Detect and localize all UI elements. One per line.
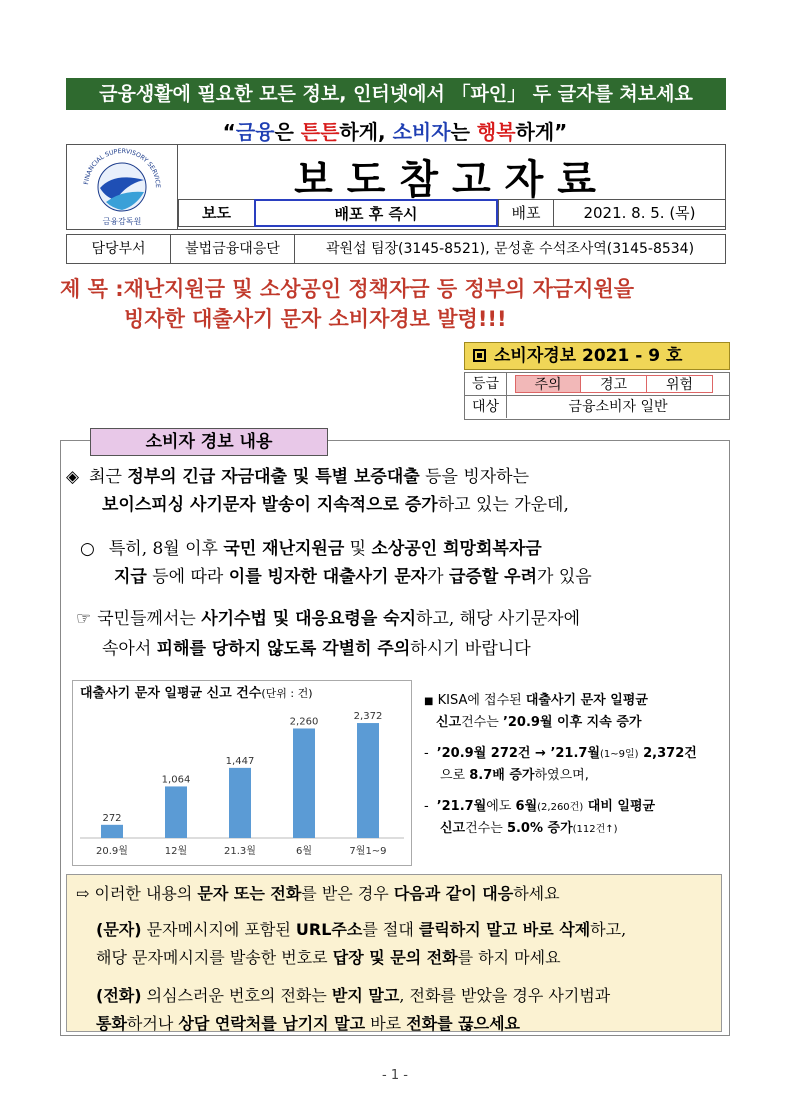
slogan-quote-open: “ xyxy=(222,120,236,144)
chart-bar xyxy=(229,768,251,838)
note-emph: 5.0% 증가 xyxy=(506,821,573,836)
para3-text: 국민들께서는 xyxy=(97,609,202,629)
page-number: - 1 - xyxy=(382,1068,408,1083)
para2-emph: 국민 재난지원금 xyxy=(223,539,345,559)
grade-level-warning: 경고 xyxy=(581,375,647,393)
para2-emph: 이를 빙자한 대출사기 문자 xyxy=(228,567,428,587)
para1-emph: 보이스피싱 사기문자 발송이 지속적으로 증가 xyxy=(102,495,438,515)
slogan xyxy=(0,116,790,145)
guide-text: 를 절대 xyxy=(362,920,419,939)
chart-bar xyxy=(357,723,379,838)
note-emph: ’20.9월 이후 지속 증가 xyxy=(502,715,642,730)
note1-line2 xyxy=(424,712,724,733)
guide-emph: 받지 말고 xyxy=(331,986,400,1005)
circle-bullet-icon: ○ xyxy=(80,539,95,559)
para2-line2 xyxy=(114,562,592,592)
slogan-word-strong: 튼튼 xyxy=(300,120,340,144)
para1-text: 하고 있는 가운데, xyxy=(437,495,569,515)
chart-bar xyxy=(165,786,187,838)
grade-level-danger: 위험 xyxy=(647,375,713,393)
para2-text: 가 있음 xyxy=(537,567,592,587)
guide-text: 하고, xyxy=(590,920,627,939)
note-emph: ’20.9월 272건 → ’21.7월 xyxy=(436,746,601,761)
target-row xyxy=(464,396,730,420)
bar-chart xyxy=(72,700,412,864)
note-text: KISA에 접수된 xyxy=(433,693,526,708)
guide-text: 하세요 xyxy=(513,884,560,903)
slogan-text: 하게, xyxy=(339,120,393,144)
guide-text: 하거나 xyxy=(126,1014,179,1033)
para3-emph: 사기수법 및 대응요령을 숙지 xyxy=(201,609,417,629)
para2-text: 등에 따라 xyxy=(146,567,229,587)
para1-line2 xyxy=(102,490,569,520)
guide-call-label: (전화) xyxy=(96,986,142,1005)
guide-emph: 클릭하지 말고 바로 삭제 xyxy=(418,920,591,939)
chart-bar xyxy=(293,728,315,838)
subject-prefix: 제 목 : xyxy=(60,277,124,301)
guide-text: 이러한 내용의 xyxy=(89,884,198,903)
press-value: 배포 후 즉시 xyxy=(254,199,498,227)
guide-emph: 상담 연락처를 남기지 말고 xyxy=(178,1014,366,1033)
para2-line1 xyxy=(80,534,542,564)
fss-logo-icon xyxy=(66,144,178,230)
note-text: 에도 xyxy=(486,799,516,814)
chart-category-label: 7월1~9 xyxy=(349,846,387,857)
slogan-text: 하게 xyxy=(515,120,555,144)
guide-sms-label: (문자) xyxy=(96,920,142,939)
note-text: 하였으며, xyxy=(534,768,589,783)
chart-bar xyxy=(101,825,123,838)
chart-value-label: 1,447 xyxy=(225,755,255,767)
press-info-row xyxy=(178,199,726,227)
para1-emph: 정부의 긴급 자금대출 및 특별 보증대출 xyxy=(127,467,420,487)
guide-emph: 전화를 끊으세요 xyxy=(406,1014,520,1033)
chart-title-text: 대출사기 문자 일평균 신고 건수 xyxy=(80,686,262,701)
department-row xyxy=(66,234,726,264)
section-title: 소비자 경보 내용 xyxy=(90,428,328,456)
chart-category-label: 6월 xyxy=(295,846,313,857)
para3-line1 xyxy=(76,604,580,634)
slogan-text: 는 xyxy=(450,120,477,144)
chart-title xyxy=(80,682,313,701)
guide-sms-line2 xyxy=(96,944,561,972)
press-title: 보도참고자료 xyxy=(294,157,610,203)
guide-text: 의심스러운 번호의 전화는 xyxy=(141,986,332,1005)
note-emph: 8.7배 증가 xyxy=(469,768,535,783)
guide-sms-line1 xyxy=(96,916,626,944)
grade-level-caution: 주의 xyxy=(515,375,581,393)
para2-emph: 급증할 우려 xyxy=(449,567,538,587)
chart-value-label: 272 xyxy=(102,812,122,824)
consumer-alert-number xyxy=(464,342,730,370)
chart-unit-label: (단위 : 건) xyxy=(261,687,313,700)
guide-emph: 답장 및 문의 전화 xyxy=(332,948,458,967)
logo-name-text: 금융감독원 xyxy=(102,217,142,226)
guide-emph: 문자 또는 전화 xyxy=(197,884,302,903)
chart-category-label: 20.9월 xyxy=(96,846,128,857)
arrow-right-icon: ⇨ xyxy=(76,884,90,903)
note-text: 으로 xyxy=(440,768,470,783)
chart-value-label: 2,372 xyxy=(353,711,383,723)
guide-call-line1 xyxy=(96,982,610,1010)
diamond-bullet-icon: ◈ xyxy=(66,467,80,487)
note-text: 건수는 xyxy=(461,715,503,730)
note3-line1 xyxy=(424,796,724,818)
para2-text: 및 xyxy=(344,539,372,559)
para2-emph: 지급 xyxy=(114,567,147,587)
slogan-text: 은 xyxy=(274,120,301,144)
slogan-word-finance: 금융 xyxy=(235,120,275,144)
guide-emph: URL주소 xyxy=(295,920,363,939)
slogan-word-consumer: 소비자 xyxy=(392,120,451,144)
note-text: 건수는 xyxy=(465,821,507,836)
guide-text: 문자메시지에 포함된 xyxy=(141,920,296,939)
para2-text: 특히, 8월 이후 xyxy=(108,539,224,559)
note-emph: ’21.7월 xyxy=(436,799,487,814)
para2-emph: 소상공인 희망회복자금 xyxy=(371,539,542,559)
note-emph: 2,372건 xyxy=(638,746,697,761)
target-label: 대상 xyxy=(465,396,507,418)
dash-bullet: - xyxy=(424,799,429,814)
guide-emph: 통화 xyxy=(96,1014,127,1033)
square-bullet-icon xyxy=(473,349,486,362)
guide-text: 바로 xyxy=(365,1014,407,1033)
chart-value-label: 1,064 xyxy=(161,774,191,786)
subject-line2-text: 빙자한 대출사기 문자 소비자경보 발령!!! xyxy=(124,307,507,331)
dept-contacts: 곽원섭 팀장(3145-8521), 문성훈 수석조사역(3145-8534) xyxy=(325,241,695,257)
pointing-hand-icon: ☞ xyxy=(76,609,92,629)
chart-category-label: 12월 xyxy=(164,846,188,857)
logo-ring-textpath: FINANCIAL SUPERVISORY SERVICE xyxy=(83,147,162,189)
dash-bullet: - xyxy=(424,746,429,761)
fss-logo-cell xyxy=(66,144,178,230)
chart-notes xyxy=(424,690,724,840)
alert-grade-table xyxy=(464,372,730,420)
guide-text: 를 받은 경우 xyxy=(301,884,394,903)
note-emph: 신고 xyxy=(440,821,466,836)
para3-text: 하시기 바랍니다 xyxy=(410,639,531,659)
top-banner: 금융생활에 필요한 모든 정보, 인터넷에서 「파인」 두 글자를 쳐보세요 xyxy=(66,78,726,110)
subject-line1-text: 재난지원금 및 소상공인 정책자금 등 정부의 자금지원을 xyxy=(123,277,635,301)
note2-line1 xyxy=(424,743,724,765)
para1-line1 xyxy=(66,462,529,492)
guide-line1 xyxy=(76,880,560,908)
release-label: 배포 xyxy=(498,199,554,227)
chart-category-label: 21.3월 xyxy=(224,846,256,857)
para1-text: 등을 빙자하는 xyxy=(419,467,530,487)
note-emph: 신고 xyxy=(436,715,462,730)
press-label: 보도 xyxy=(178,199,254,227)
note-emph: 대비 일평균 xyxy=(583,799,656,814)
guide-text: 를 하지 마세요 xyxy=(457,948,561,967)
dept-label: 담당부서 xyxy=(67,235,171,263)
note-small: (1~9일) xyxy=(600,749,639,760)
guide-call-line2 xyxy=(96,1010,520,1038)
guide-emph: 다음과 같이 대응 xyxy=(393,884,514,903)
slogan-word-happy: 행복 xyxy=(476,120,516,144)
para3-emph: 피해를 당하지 않도록 각별히 주의 xyxy=(156,639,411,659)
guide-text: , 전화를 받았을 경우 사기범과 xyxy=(399,986,611,1005)
para3-text: 속아서 xyxy=(102,639,157,659)
para2-text: 가 xyxy=(427,567,449,587)
para3-text: 하고, 해당 사기문자에 xyxy=(416,609,581,629)
subject-line2 xyxy=(60,304,750,334)
target-value: 금융소비자 일반 xyxy=(568,399,668,415)
slogan-quote-close: ” xyxy=(554,120,568,144)
subject xyxy=(60,274,750,334)
note3-line2 xyxy=(424,818,724,840)
note-emph: 6월 xyxy=(515,799,538,814)
guide-text: 해당 문자메시지를 발송한 번호로 xyxy=(96,948,333,967)
para3-line2 xyxy=(102,634,531,664)
note-small: (112건↑) xyxy=(572,824,618,835)
grade-row xyxy=(464,372,730,396)
chart-value-label: 2,260 xyxy=(289,716,319,728)
alert-title: 소비자경보 2021 - 9 호 xyxy=(494,346,683,366)
note-small: (2,260건) xyxy=(537,802,584,813)
note2-line2 xyxy=(424,765,724,786)
release-date: 2021. 8. 5. (목) xyxy=(554,199,726,227)
grade-label: 등급 xyxy=(465,373,507,395)
square-bullet-small-icon: ■ xyxy=(424,696,434,707)
dept-name: 불법금융대응단 xyxy=(171,235,295,263)
note1-line1 xyxy=(424,690,724,712)
subject-line1 xyxy=(60,274,750,304)
para1-text: 최근 xyxy=(89,467,128,487)
note-emph: 대출사기 문자 일평균 xyxy=(525,693,648,708)
